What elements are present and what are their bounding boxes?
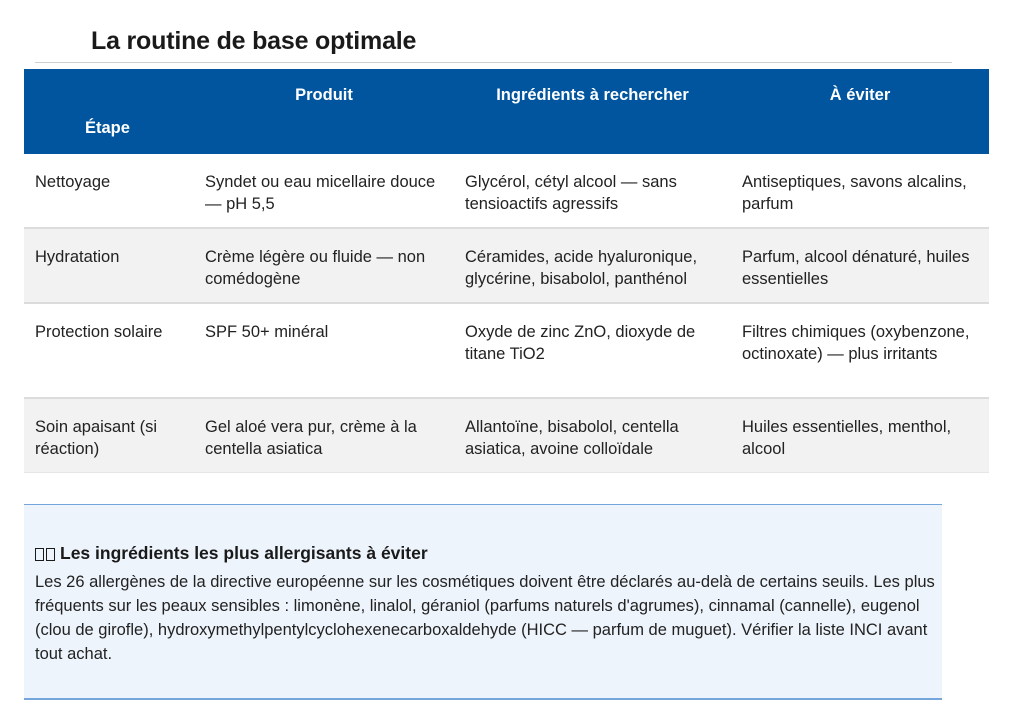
section-title: La routine de base optimale <box>91 27 417 55</box>
column-header-product: Produit <box>295 86 353 104</box>
table-header-row <box>24 69 989 154</box>
table-row <box>24 228 989 303</box>
info-box-body: Les 26 allergènes de la directive européenne sur les cosmétiques doivent être déclarés au-delà de certains seuils. Les plus fréquents sur les peaux sensibles : limonène, linalol, géraniol (parfums naturels d'agrumes), cinnamal (cannelle), eugenol (clou de girofle), hydroxymethylpentylcyclohexenecarboxaldehyde (HICC — parfum de muguet). Vérifier la liste INCI avant tout achat. <box>35 573 935 663</box>
info-box-title <box>35 543 428 564</box>
title-divider <box>35 62 952 63</box>
cell-product: Crème légère ou fluide — non comédogène <box>205 248 426 288</box>
cell-ingredients: Allantoïne, bisabolol, centella asiatica, avoine colloïdale <box>465 418 679 458</box>
table-row <box>24 303 989 398</box>
cell-step: Soin apaisant (si réaction) <box>35 418 157 458</box>
cell-avoid: Filtres chimiques (oxybenzone, octinoxate) — plus irritants <box>742 323 970 363</box>
missing-glyph-icon <box>46 548 55 561</box>
allergen-info-box <box>24 504 942 700</box>
cell-step: Hydratation <box>35 248 120 266</box>
table-row <box>24 154 989 228</box>
table-row <box>24 398 989 473</box>
routine-table <box>24 69 989 473</box>
cell-product: SPF 50+ minéral <box>205 323 329 341</box>
info-box-title-text: Les ingrédients les plus allergisants à éviter <box>60 543 428 563</box>
cell-ingredients: Glycérol, cétyl alcool — sans tensioactifs agressifs <box>465 173 677 213</box>
cell-avoid: Antiseptiques, savons alcalins, parfum <box>742 173 967 213</box>
column-header-ingredients: Ingrédients à rechercher <box>496 86 689 104</box>
cell-ingredients: Oxyde de zinc ZnO, dioxyde de titane TiO2 <box>465 323 696 363</box>
cell-avoid: Huiles essentielles, menthol, alcool <box>742 418 952 458</box>
cell-avoid: Parfum, alcool dénaturé, huiles essentielles <box>742 248 970 288</box>
cell-product: Syndet ou eau micellaire douce — pH 5,5 <box>205 173 436 213</box>
column-header-step: Étape <box>85 119 130 137</box>
cell-ingredients: Céramides, acide hyaluronique, glycérine, bisabolol, panthénol <box>465 248 698 288</box>
cell-product: Gel aloé vera pur, crème à la centella asiatica <box>205 418 417 458</box>
column-header-avoid: À éviter <box>829 86 891 104</box>
cell-step: Nettoyage <box>35 173 111 191</box>
missing-glyph-icon <box>35 548 44 561</box>
cell-step: Protection solaire <box>35 323 163 341</box>
